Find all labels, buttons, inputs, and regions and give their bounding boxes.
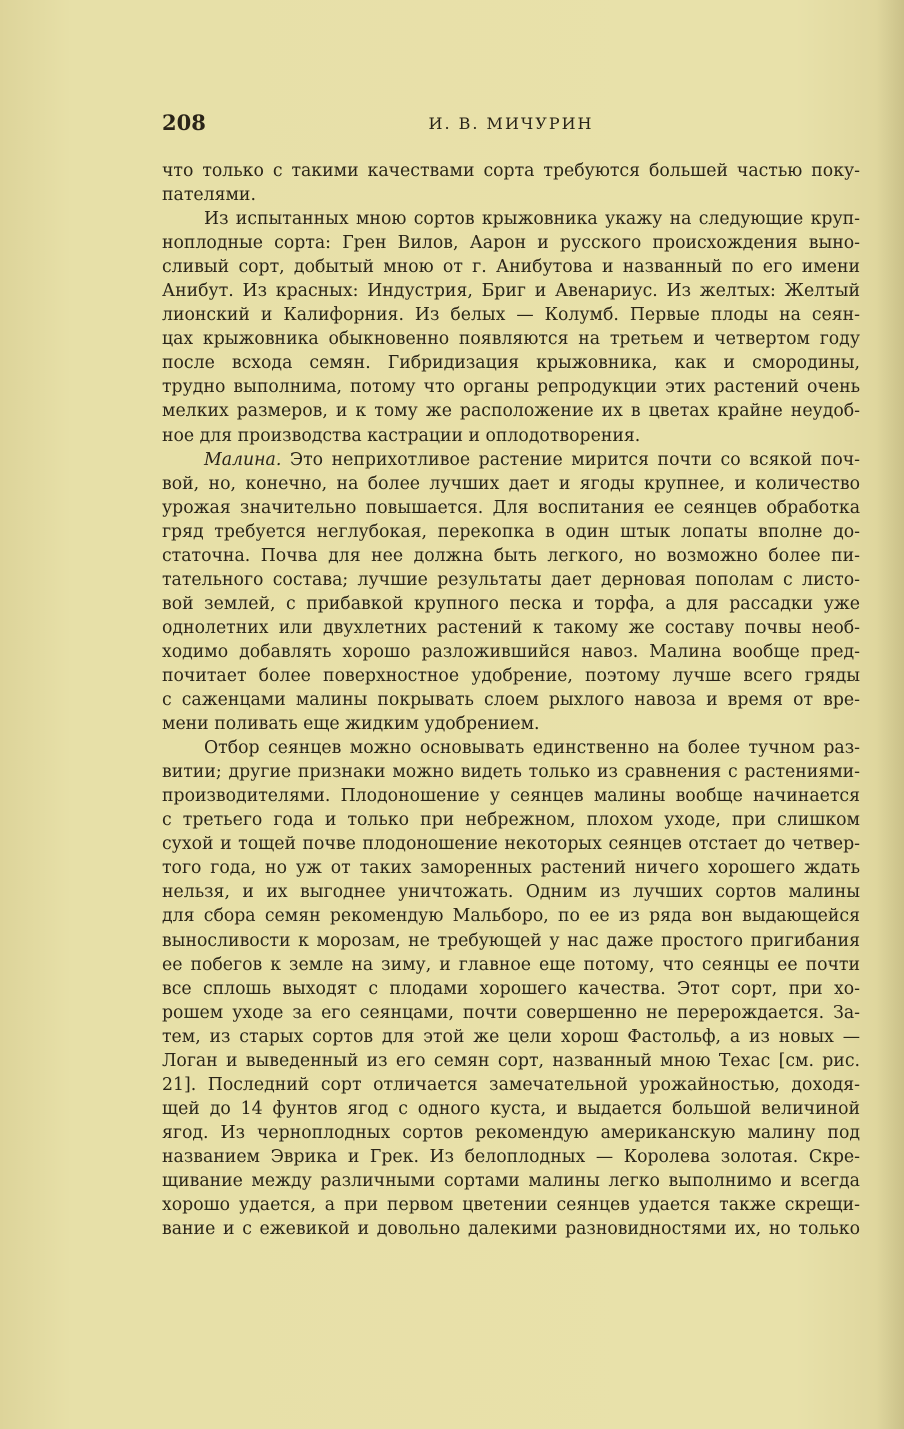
text-line: щивание между различными сортами малины легко выполнимо и всегда	[162, 1170, 860, 1191]
text-line: рошем уходе за его сеянцами, почти совершенно не перерождается. За-	[162, 1002, 860, 1023]
text-line: почитает более поверхностное удобрение, поэтому лучше всего гряды	[162, 665, 860, 686]
text-line-rest: Это неприхотливое растение мирится почти со всякой поч-	[289, 449, 860, 470]
text-line: однолетних или двухлетних растений к такому же составу почвы необ-	[162, 617, 860, 638]
text-line: после всхода семян. Гибридизация крыжовника, как и смородины,	[162, 353, 860, 374]
page-number: 208	[162, 110, 206, 135]
text-line: вание и с ежевикой и довольно далекими разновидностями их, но только	[162, 1219, 860, 1240]
text-line: для сбора семян рекомендую Мальборо, по ее из ряда вон выдающейся	[162, 906, 860, 927]
text-line: ноплодные сорта: Грен Вилов, Аарон и русского происхождения выно-	[162, 233, 860, 254]
text-line: Логан и выведенный из его семян сорт, названный мною Техас [см. рис.	[162, 1050, 860, 1071]
text-line: Анибут. Из красных: Индустрия, Бриг и Авенариус. Из желтых: Желтый	[162, 281, 860, 302]
section-lead-malina: Малина.	[204, 449, 282, 470]
text-line: ходимо добавлять хорошо разложившийся навоз. Малина вообще пред-	[162, 641, 860, 662]
text-line: выносливости к морозам, не требующей у нас даже простого пригибания	[162, 930, 860, 951]
text-line: вой, но, конечно, на более лучших дает и ягоды крупнее, и количество	[162, 473, 860, 494]
text-line: вой землей, с прибавкой крупного песка и торфа, а для рассадки уже	[162, 593, 860, 614]
text-line: нельзя, и их выгоднее уничтожать. Одним из лучших сортов малины	[162, 882, 860, 903]
text-line: щей до 14 фунтов ягод с одного куста, и выдается большой величиной	[162, 1098, 860, 1119]
text-line: сухой и тощей почве плодоношение некоторых сеянцев отстает до четвер-	[162, 834, 860, 855]
text-line: названием Эврика и Грек. Из белоплодных — Королева золотая. Скре-	[162, 1146, 860, 1167]
text-line: мени поливать еще жидким удобрением.	[162, 714, 540, 735]
text-line: с третьего года и только при небрежном, плохом уходе, при слишком	[162, 810, 860, 831]
text-line: хорошо удается, а при первом цветении сеянцев удается также скрещи-	[162, 1195, 860, 1216]
text-line: тем, из старых сортов для этой же цели хорош Фастольф, а из новых —	[162, 1026, 860, 1047]
text-line: урожая значительно повышается. Для воспитания ее сеянцев обработка	[162, 497, 860, 518]
text-line: витии; другие признаки можно видеть только из сравнения с растениями-	[162, 762, 860, 783]
text-line: ное для производства кастрации и оплодотворения.	[162, 425, 641, 446]
running-title: И. В. МИЧУРИН	[428, 114, 594, 133]
text-line: сливый сорт, добытый мною от г. Анибутова и названный по его имени	[162, 257, 860, 278]
page-edge-shadow	[876, 0, 904, 1429]
text-line: цах крыжовника обыкновенно появляются на третьем и четвертом году	[162, 329, 860, 350]
page-header	[162, 110, 860, 140]
text-line: мелких размеров, и к тому же расположение их в цветах крайне неудоб-	[162, 401, 860, 422]
text-line: пателями.	[162, 185, 256, 206]
body-text	[162, 159, 860, 1241]
text-line: ее побегов к земле на зиму, и главное еще потому, что сеянцы ее почти	[162, 954, 860, 975]
text-line: тательного состава; лучшие результаты дает дерновая пополам с листо-	[162, 569, 860, 590]
text-line: трудно выполнима, потому что органы репродукции этих растений очень	[162, 377, 860, 398]
text-line: производителями. Плодоношение у сеянцев малины вообще начинается	[162, 786, 860, 807]
text-line: Из испытанных мною сортов крыжовника укажу на следующие круп-	[204, 209, 860, 230]
text-line: ягод. Из черноплодных сортов рекомендую американскую малину под	[162, 1122, 860, 1143]
text-line: того года, но уж от таких заморенных растений ничего хорошего ждать	[162, 858, 860, 879]
text-line: что только с такими качествами сорта требуются большей частью поку-	[162, 161, 860, 181]
text-line: Отбор сеянцев можно основывать единственно на более тучном раз-	[204, 738, 860, 759]
text-line-malina	[162, 448, 860, 472]
text-line: лионский и Калифорния. Из белых — Колумб. Первые плоды на сеян-	[162, 305, 860, 326]
text-line: с саженцами малины покрывать слоем рыхлого навоза и время от вре-	[162, 690, 860, 711]
text-line: гряд требуется неглубокая, перекопка в один штык лопаты вполне до-	[162, 521, 860, 542]
text-line: все сплошь выходят с плодами хорошего качества. Этот сорт, при хо-	[162, 978, 860, 999]
text-line: статочна. Почва для нее должна быть легкого, но возможно более пи-	[162, 545, 860, 566]
text-line: 21]. Последний сорт отличается замечательной урожайностью, доходя-	[162, 1074, 860, 1095]
